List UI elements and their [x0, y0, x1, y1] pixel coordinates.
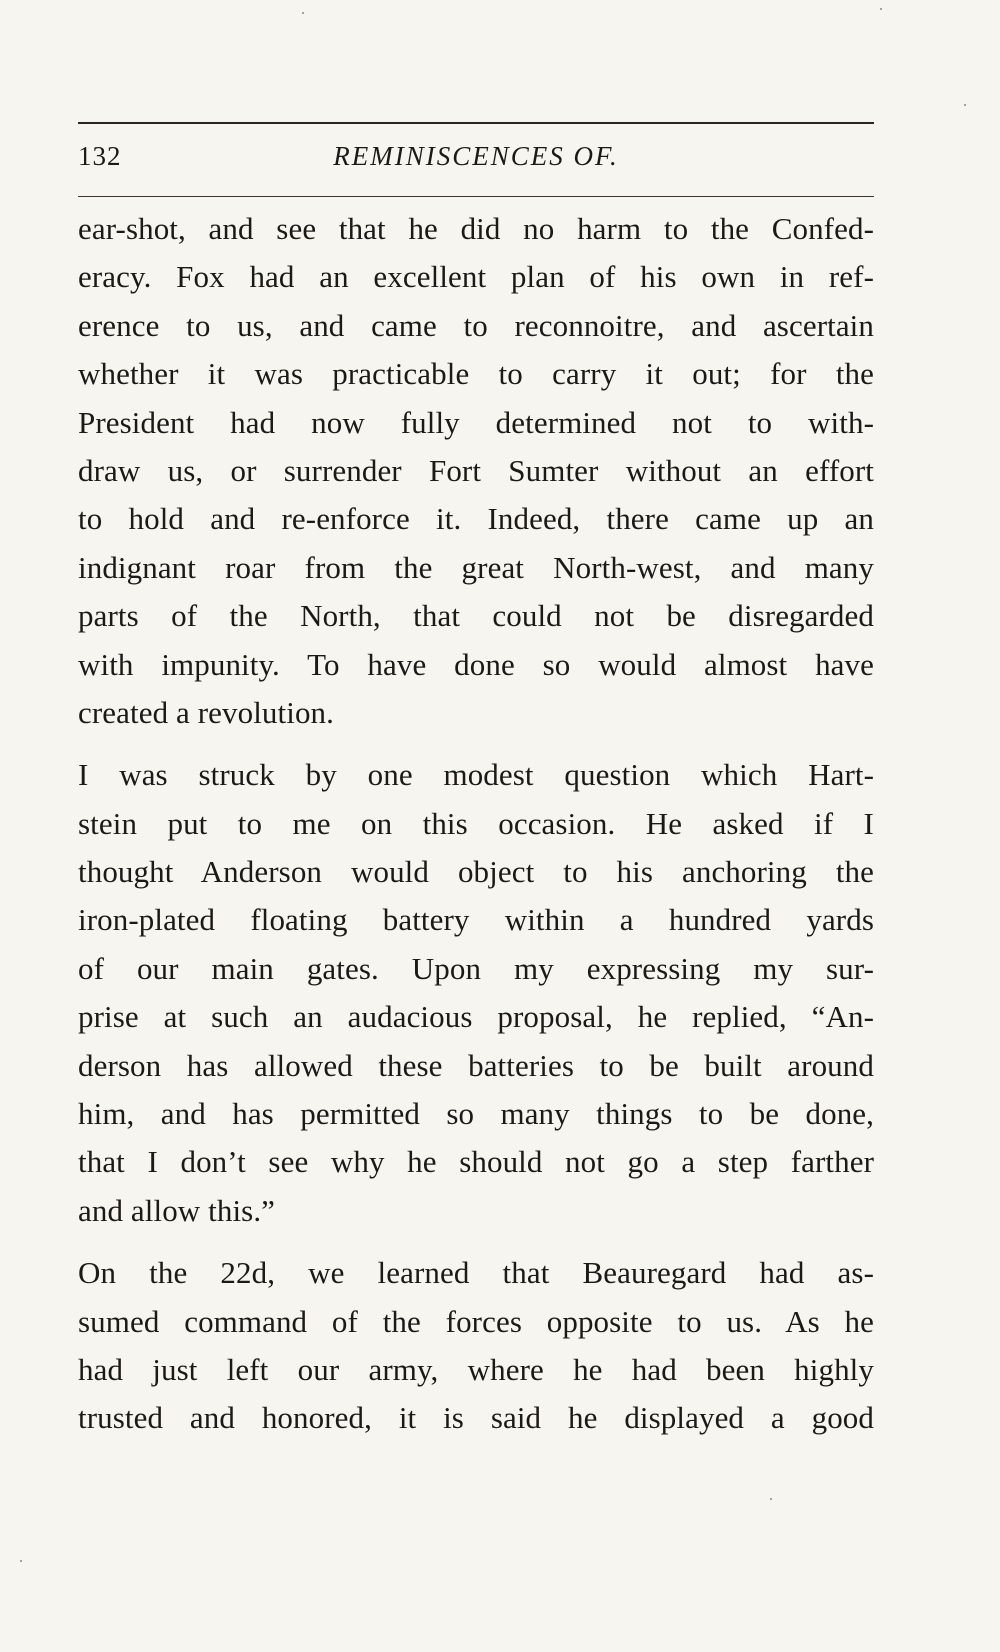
text-line: iron-plated floating battery within a hundred yards [78, 902, 874, 938]
text-line: stein put to me on this occasion. He asked if I [78, 805, 874, 841]
text-line: indignant roar from the great North-west, and many [78, 549, 874, 585]
paper-speck [302, 12, 304, 14]
text-line: him, and has permitted so many things to be done, [78, 1096, 874, 1132]
paper-speck [770, 1498, 772, 1500]
header-bottom-rule [78, 196, 874, 197]
paper-speck [20, 1560, 22, 1562]
paragraph-3 [78, 1249, 874, 1443]
text-line: parts of the North, that could not be disregarded [78, 598, 874, 634]
text-line: eracy. Fox had an excellent plan of his own in ref- [78, 259, 874, 295]
running-head: REMINISCENCES OF. [333, 141, 619, 171]
text-line: draw us, or surrender Fort Sumter without an effort [78, 452, 874, 488]
text-line: that I don’t see why he should not go a step farther [78, 1144, 874, 1180]
header-top-rule [78, 122, 874, 124]
text-line: to hold and re-enforce it. Indeed, there came up an [78, 501, 874, 537]
paragraph-1 [78, 205, 874, 737]
text-line: of our main gates. Upon my expressing my sur- [78, 950, 874, 986]
paper-speck [880, 8, 882, 10]
body-text [78, 205, 874, 1457]
text-line: trusted and honored, it is said he displayed a good [78, 1400, 874, 1436]
text-line: with impunity. To have done so would almost have [78, 646, 874, 682]
text-line: sumed command of the forces opposite to us. As he [78, 1303, 874, 1339]
page-number: 132 [78, 141, 122, 171]
text-line: I was struck by one modest question which Hart- [78, 757, 874, 793]
paper-speck [964, 104, 966, 106]
text-line: derson has allowed these batteries to be built around [78, 1047, 874, 1083]
text-line: ear-shot, and see that he did no harm to the Confed- [78, 211, 874, 246]
page-header [78, 136, 874, 186]
text-line: On the 22d, we learned that Beauregard had as- [78, 1255, 874, 1291]
text-line: whether it was practicable to carry it out; for the [78, 356, 874, 392]
text-line: erence to us, and came to reconnoitre, and ascertain [78, 307, 874, 343]
text-line: President had now fully determined not to with- [78, 404, 874, 440]
text-line: thought Anderson would object to his anchoring the [78, 854, 874, 890]
text-line: prise at such an audacious proposal, he replied, “An- [78, 999, 874, 1035]
paragraph-2 [78, 751, 874, 1235]
text-line: created a revolution. [78, 694, 335, 730]
text-line: had just left our army, where he had been highly [78, 1351, 874, 1387]
text-line: and allow this.” [78, 1192, 276, 1228]
